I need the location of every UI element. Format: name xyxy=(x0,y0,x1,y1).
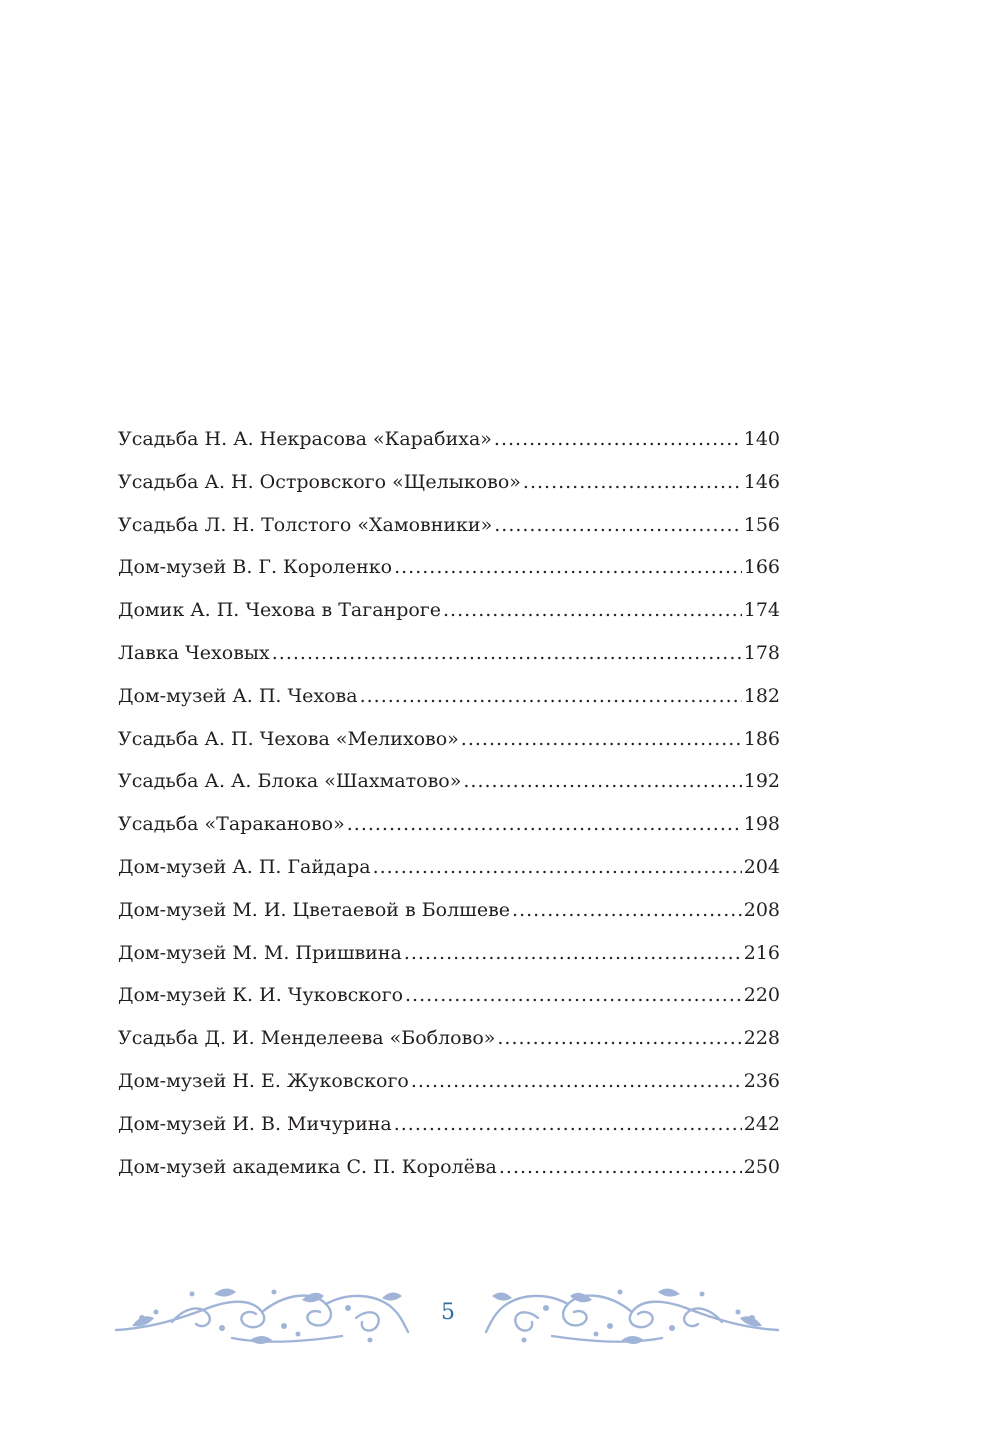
toc-entry-title: Дом-музей И. В. Мичурина xyxy=(118,1112,392,1135)
toc-entry[interactable] xyxy=(118,504,780,547)
toc-dot-leader xyxy=(272,632,742,675)
toc-dot-leader xyxy=(494,504,742,547)
toc-entry-title: Дом-музей академика С. П. Королёва xyxy=(118,1155,497,1178)
toc-entry-page: 178 xyxy=(743,641,780,664)
toc-dot-leader xyxy=(411,1060,742,1103)
toc-entry-page: 186 xyxy=(743,727,780,750)
toc-entry[interactable] xyxy=(118,846,780,889)
toc-entry-page: 198 xyxy=(743,813,780,836)
toc-entry-page: 220 xyxy=(743,984,780,1007)
toc-entry-title: Лавка Чеховых xyxy=(118,641,270,664)
toc-entry[interactable] xyxy=(118,718,780,761)
toc-entry[interactable] xyxy=(118,1103,780,1146)
floral-ornament-icon xyxy=(112,1278,410,1350)
toc-dot-leader xyxy=(347,803,742,846)
toc-entry-title: Усадьба Л. Н. Толстого «Хамовники» xyxy=(118,513,493,536)
toc-entry-page: 204 xyxy=(743,855,780,878)
toc-entry-title: Дом-музей В. Г. Короленко xyxy=(118,556,393,579)
toc-entry-page: 228 xyxy=(743,1027,780,1050)
toc-dot-leader xyxy=(497,1017,741,1060)
toc-dot-leader xyxy=(463,760,741,803)
toc-entry-title: Усадьба А. П. Чехова «Мелихово» xyxy=(118,727,459,750)
toc-entry[interactable] xyxy=(118,803,780,846)
toc-entry-title: Домик А. П. Чехова в Таганроге xyxy=(118,599,441,622)
toc-entry-title: Усадьба Д. И. Менделеева «Боблово» xyxy=(118,1027,496,1050)
toc-entry[interactable] xyxy=(118,632,780,675)
toc-entry-page: 250 xyxy=(743,1155,780,1178)
toc-dot-leader xyxy=(404,932,742,975)
toc-entry[interactable] xyxy=(118,760,780,803)
toc-entry[interactable] xyxy=(118,1017,780,1060)
toc-entry-title: Дом-музей А. П. Чехова xyxy=(118,684,358,707)
toc-entry[interactable] xyxy=(118,974,780,1017)
toc-entry[interactable] xyxy=(118,418,780,461)
toc-dot-leader xyxy=(494,418,742,461)
toc-dot-leader xyxy=(499,1146,742,1189)
toc-entry-title: Усадьба А. Н. Островского «Щелыково» xyxy=(118,470,521,493)
toc-entry-title: Дом-музей К. И. Чуковского xyxy=(118,984,404,1007)
page-number: 5 xyxy=(441,1300,455,1325)
toc-entry-title: Дом-музей М. М. Пришвина xyxy=(118,941,402,964)
toc-dot-leader xyxy=(394,1103,742,1146)
floral-ornament-icon xyxy=(484,1278,782,1350)
toc-entry-title: Усадьба «Тараканово» xyxy=(118,813,345,836)
toc-dot-leader xyxy=(373,846,742,889)
toc-entry[interactable] xyxy=(118,546,780,589)
toc-entry-title: Дом-музей А. П. Гайдара xyxy=(118,855,371,878)
toc-dot-leader xyxy=(443,589,742,632)
toc-entry-page: 216 xyxy=(743,941,780,964)
toc-entry[interactable] xyxy=(118,889,780,932)
toc-entry[interactable] xyxy=(118,1146,780,1189)
toc-entry[interactable] xyxy=(118,932,780,975)
toc-entry-page: 166 xyxy=(743,556,780,579)
page-footer xyxy=(112,1278,782,1350)
toc-dot-leader xyxy=(405,974,742,1017)
toc-dot-leader xyxy=(360,675,742,718)
toc-dot-leader xyxy=(394,546,742,589)
toc-dot-leader xyxy=(523,461,742,504)
toc-entry-page: 242 xyxy=(743,1112,780,1135)
toc-entry-page: 236 xyxy=(743,1069,780,1092)
toc-entry-page: 174 xyxy=(743,599,780,622)
toc-entry[interactable] xyxy=(118,1060,780,1103)
toc-entry-title: Дом-музей Н. Е. Жуковского xyxy=(118,1069,409,1092)
toc-entry-title: Усадьба Н. А. Некрасова «Карабиха» xyxy=(118,428,492,450)
toc-entry-page: 192 xyxy=(743,770,780,793)
toc-entry-page: 146 xyxy=(743,470,780,493)
table-of-contents xyxy=(118,418,780,1188)
toc-entry-page: 156 xyxy=(743,513,780,536)
toc-entry[interactable] xyxy=(118,461,780,504)
toc-entry-page: 140 xyxy=(743,428,780,450)
toc-entry-page: 208 xyxy=(743,898,780,921)
toc-entry[interactable] xyxy=(118,589,780,632)
toc-entry-title: Усадьба А. А. Блока «Шахматово» xyxy=(118,770,462,793)
toc-entry-title: Дом-музей М. И. Цветаевой в Болшеве xyxy=(118,898,511,921)
toc-entry[interactable] xyxy=(118,675,780,718)
toc-entry-page: 182 xyxy=(743,684,780,707)
toc-dot-leader xyxy=(461,718,742,761)
toc-dot-leader xyxy=(512,889,742,932)
